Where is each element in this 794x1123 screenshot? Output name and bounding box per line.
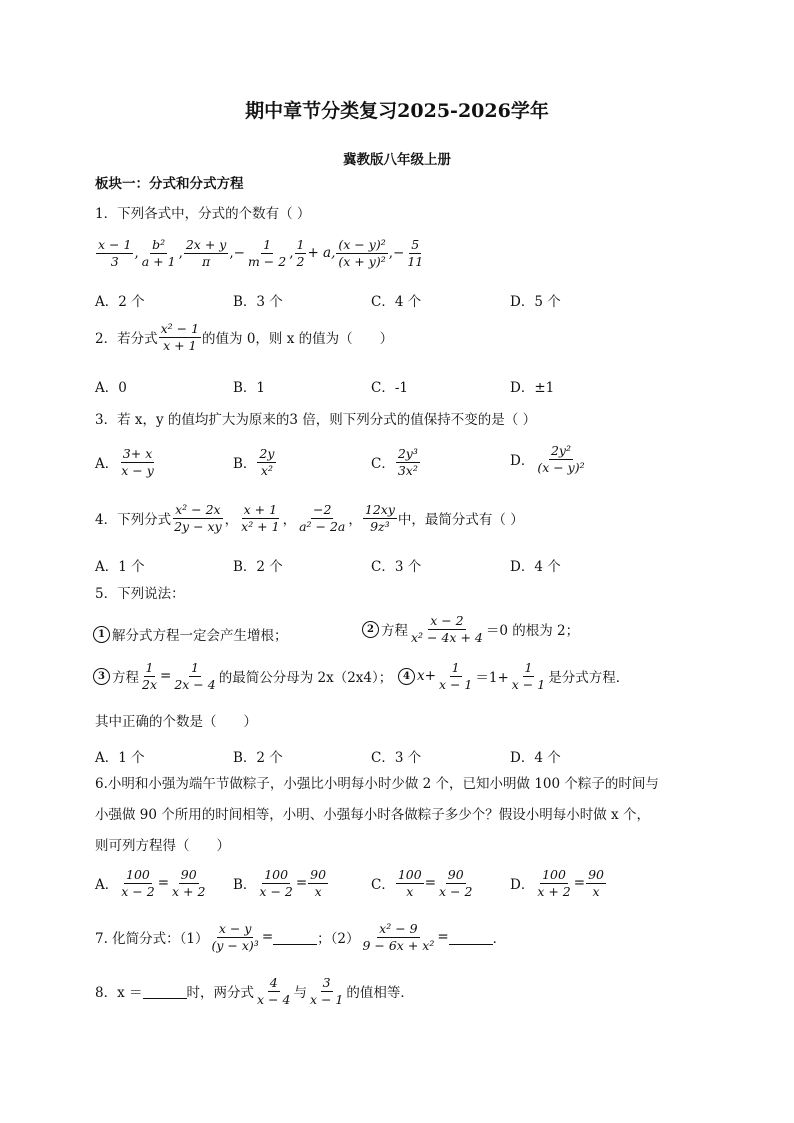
q1-expr-5: $\frac{1}{2}$ (296, 237, 305, 269)
q6-line-1: 6.小明和小强为端午节做粽子，小强比小明每小时少做 2 个，已知小明做 100 个粽子的时间与 (95, 776, 659, 792)
q2-option-d[interactable]: D．±1 (510, 380, 555, 396)
page-title: 期中章节分类复习2025-2026学年 (245, 100, 549, 122)
q6-option-b[interactable]: B． $\frac{100}{x - 2}$ = $\frac{90}{x}$ (233, 867, 327, 899)
q3-option-c[interactable]: C． $\frac{\text{2y³}}{\text{3x²}}$ (371, 446, 418, 478)
q1-expr-6: $\frac{\text{(x − y)²}}{\text{(x + y)²}}$ (338, 237, 386, 269)
q1-expr-1: $\frac{x - 1}{3}$ (98, 237, 132, 269)
q1-stem: 1．下列各式中，分式的个数有（ ） (95, 206, 311, 222)
page-subtitle: 冀教版八年级上册 (343, 152, 451, 168)
q4-stem: 4．下列分式 $\frac{\text{x² − 2x}}{2y - xy}$ ， $\frac{x + 1}{\text{x² + 1}}$ ， $\frac{-2}{\text{a² − 2a}}$ ， $\frac{12xy}{\text{9z³}}$ 中，最简分式有（ ） (95, 502, 524, 534)
q2-option-c[interactable]: C．-1 (371, 380, 408, 396)
q4-option-a[interactable]: A．1 个 (95, 559, 145, 575)
q3-option-b[interactable]: B． $\frac{2y}{\text{x²}}$ (233, 446, 275, 478)
q1-option-a[interactable]: A．2 个 (95, 294, 145, 310)
q1-expr-2: $\frac{\text{b²}}{a + 1}$ (141, 237, 176, 269)
q5-statement-4: 4 x+ $\frac{1}{x - 1}$ ＝1+ $\frac{1}{x - 1}$ 是分式方程． (398, 661, 629, 692)
q5-statement-1: 1 解分式方程一定会产生增根； (93, 624, 288, 644)
q7-answer-blank-1[interactable] (273, 930, 317, 945)
q4-option-b[interactable]: B．2 个 (233, 559, 283, 575)
q2-option-a[interactable]: A．0 (95, 380, 127, 396)
circled-number-1: 1 (93, 626, 110, 643)
q5-option-b[interactable]: B．2 个 (233, 750, 283, 766)
q5-statement-2: 2 方程 $\frac{x - 2}{\text{x² − 4x + 4}}$ ＝0 的根为 2； (362, 614, 579, 645)
q1-option-b[interactable]: B．3 个 (233, 294, 283, 310)
circled-number-4: 4 (398, 668, 415, 685)
q2-fraction: $\frac{\text{x² − 1}}{x + 1}$ (160, 321, 200, 353)
circled-number-3: 3 (93, 668, 110, 685)
q6-line-2: 小强做 90 个所用的时间相等，小明、小强每小时各做粽子多少个？假设小明每小时做 x 个， (95, 807, 650, 823)
q3-option-a[interactable]: A． $\frac{3+ x}{x - y}$ (95, 446, 154, 478)
q8-stem: 8．x ＝ 时，两分式 $\frac{4}{x - 4}$ 与 $\frac{3}{x - 1}$ 的值相等． (95, 975, 414, 1007)
circled-number-2: 2 (362, 621, 379, 638)
q2-stem: 2．若分式 $\frac{\text{x² − 1}}{x + 1}$ 的值为 0，则 x 的值为（ ） (95, 321, 394, 353)
q3-option-d[interactable]: D． $\frac{\text{2y²}}{\text{(x − y)²}}$ (510, 443, 585, 475)
q5-option-c[interactable]: C．3 个 (371, 750, 422, 766)
q5-option-a[interactable]: A．1 个 (95, 750, 145, 766)
q5-ask: 其中正确的个数是（ ） (95, 714, 257, 730)
q6-option-d[interactable]: D． $\frac{100}{x + 2}$ = $\frac{90}{x}$ (510, 867, 604, 899)
q1-expr-4: $\frac{1}{m - 2}$ (247, 237, 287, 269)
q1-expr-3: $\frac{2x + y}{\pi}$ (185, 237, 227, 269)
q7-answer-blank-2[interactable] (449, 930, 493, 945)
q1-option-c[interactable]: C．4 个 (371, 294, 422, 310)
q4-option-d[interactable]: D．4 个 (510, 559, 561, 575)
q3-stem: 3．若 x，y 的值均扩大为原来的3 倍，则下列分式的值保持不变的是（ ） (95, 412, 537, 428)
q4-option-c[interactable]: C．3 个 (371, 559, 422, 575)
q2-option-b[interactable]: B．1 (233, 380, 266, 396)
q6-option-a[interactable]: A． $\frac{100}{x - 2}$ = $\frac{90}{x + 2}$ (95, 867, 206, 899)
section-heading: 板块一：分式和分式方程 (95, 176, 244, 192)
q1-expressions: $\frac{x - 1}{3}$ , $\frac{\text{b²}}{a + 1}$ , $\frac{2x + y}{\pi}$ , − $\frac{1}{m - 2}$ , $\frac{1}{2}$ + a, $\frac{\text{(x − y)²}}{\text{(x + y)²}}$ , − $\frac{5}{11}$ (98, 237, 424, 269)
q6-option-c[interactable]: C． $\frac{100}{x}$ = $\frac{90}{x - 2}$ (371, 867, 473, 899)
q7-stem: 7. 化简分式：（1） $\frac{x - y}{\text{(y − x)³}}$ = ；（2） $\frac{\text{x² − 9}}{\text{9 − 6x + x²}}$ = ． (95, 921, 507, 953)
q6-line-3: 则可列方程得（ ） (95, 838, 230, 854)
q1-option-d[interactable]: D．5 个 (510, 294, 561, 310)
q1-expr-7: $\frac{5}{11}$ (407, 237, 424, 269)
q5-option-d[interactable]: D．4 个 (510, 750, 561, 766)
q5-stem: 5．下列说法： (95, 586, 185, 602)
q5-statement-3: 3 方程 $\frac{1}{2x}$ = $\frac{1}{2x - 4}$ 的最简公分母为 2x（2x4）； (93, 661, 392, 692)
q8-answer-blank[interactable] (143, 984, 187, 999)
